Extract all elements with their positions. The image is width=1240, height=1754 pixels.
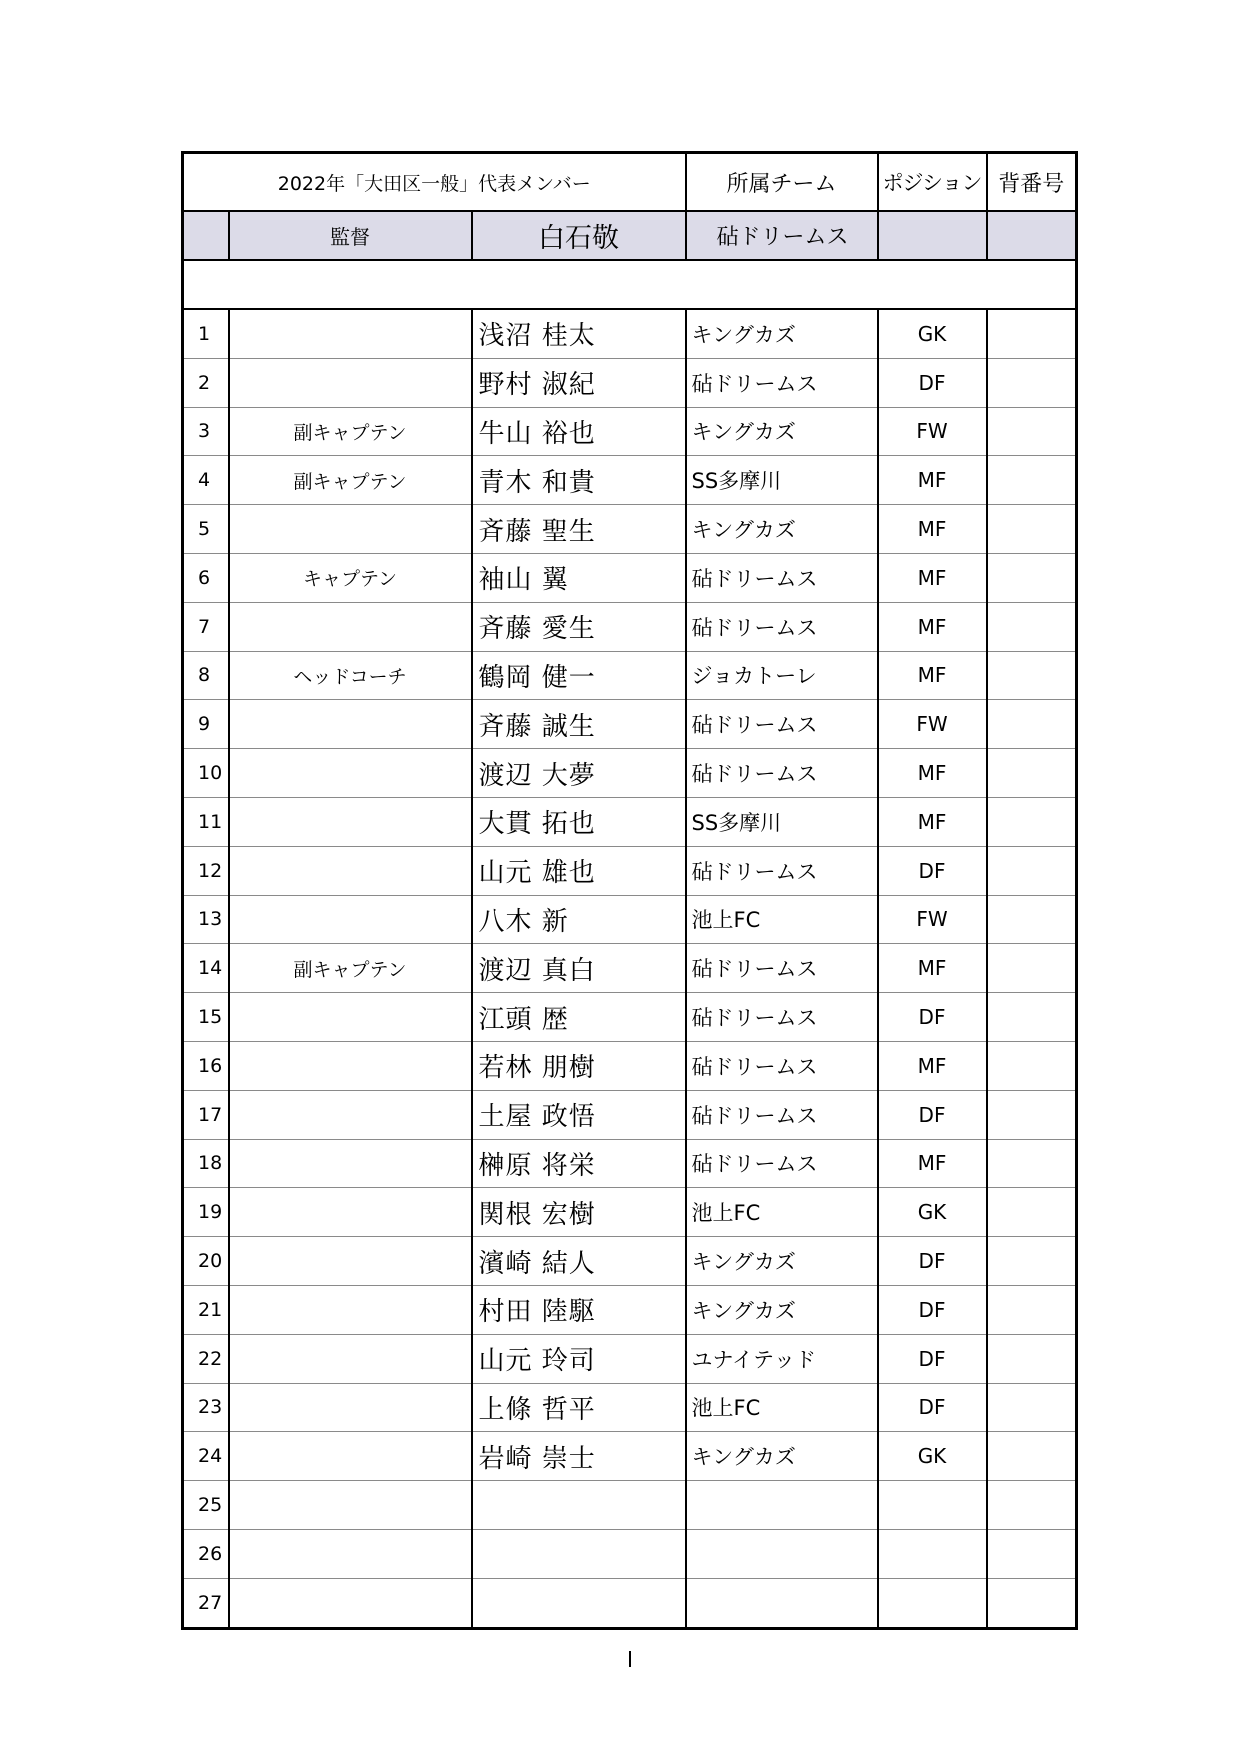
player-position: MF: [878, 553, 987, 602]
table-row: [183, 1432, 1077, 1481]
table-row: [183, 1529, 1077, 1578]
player-position: DF: [878, 1334, 987, 1383]
player-team: [686, 1529, 878, 1578]
player-position: MF: [878, 602, 987, 651]
table-row: [183, 1285, 1077, 1334]
table-row: [183, 1334, 1077, 1383]
player-position: MF: [878, 749, 987, 798]
player-row-number: 20: [183, 1237, 229, 1286]
player-role: [229, 1139, 472, 1188]
player-position: DF: [878, 993, 987, 1042]
player-shirt-number: [987, 797, 1077, 846]
player-position: FW: [878, 407, 987, 456]
table-row: [183, 1481, 1077, 1530]
table-row: [183, 456, 1077, 505]
player-position: MF: [878, 456, 987, 505]
player-name: 村田 陸駆: [472, 1285, 686, 1334]
player-position: FW: [878, 895, 987, 944]
player-team: キングカズ: [686, 407, 878, 456]
player-team: キングカズ: [686, 1285, 878, 1334]
player-role: [229, 1481, 472, 1530]
player-team: 砧ドリームス: [686, 1090, 878, 1139]
player-team: 砧ドリームス: [686, 749, 878, 798]
player-row-number: 10: [183, 749, 229, 798]
player-row-number: 15: [183, 993, 229, 1042]
coach-position: [878, 211, 987, 260]
player-team: SS多摩川: [686, 456, 878, 505]
table-row: [183, 553, 1077, 602]
table-row: [183, 749, 1077, 798]
player-shirt-number: [987, 1041, 1077, 1090]
player-role: [229, 1529, 472, 1578]
player-name: 若林 朋樹: [472, 1041, 686, 1090]
player-name: 岩崎 崇士: [472, 1432, 686, 1481]
table-row: [183, 846, 1077, 895]
player-role: [229, 1432, 472, 1481]
player-team: 池上FC: [686, 1188, 878, 1237]
player-position: MF: [878, 797, 987, 846]
player-name: 渡辺 真白: [472, 944, 686, 993]
player-role: 副キャプテン: [229, 456, 472, 505]
player-row-number: 8: [183, 651, 229, 700]
player-position: MF: [878, 944, 987, 993]
player-role: [229, 1041, 472, 1090]
player-row-number: 27: [183, 1578, 229, 1628]
player-name: 牛山 裕也: [472, 407, 686, 456]
player-team: 砧ドリームス: [686, 553, 878, 602]
table-row: [183, 1041, 1077, 1090]
player-shirt-number: [987, 456, 1077, 505]
player-position: MF: [878, 1139, 987, 1188]
player-row-number: 25: [183, 1481, 229, 1530]
player-name: 青木 和貴: [472, 456, 686, 505]
player-shirt-number: [987, 1578, 1077, 1628]
player-position: DF: [878, 846, 987, 895]
player-name: [472, 1578, 686, 1628]
player-role: [229, 1090, 472, 1139]
player-row-number: 19: [183, 1188, 229, 1237]
player-role: [229, 1285, 472, 1334]
player-row-number: 14: [183, 944, 229, 993]
player-name: 榊原 将栄: [472, 1139, 686, 1188]
player-shirt-number: [987, 651, 1077, 700]
player-position: GK: [878, 1432, 987, 1481]
player-team: SS多摩川: [686, 797, 878, 846]
player-team: 池上FC: [686, 895, 878, 944]
player-team: 砧ドリームス: [686, 700, 878, 749]
sheet-title: 2022年「大田区一般」代表メンバー: [183, 153, 686, 212]
player-team: 砧ドリームス: [686, 846, 878, 895]
player-role: [229, 1578, 472, 1628]
player-team: 砧ドリームス: [686, 944, 878, 993]
player-role: [229, 602, 472, 651]
page-marker: [629, 1651, 631, 1667]
player-position: GK: [878, 1188, 987, 1237]
player-row-number: 17: [183, 1090, 229, 1139]
player-shirt-number: [987, 309, 1077, 358]
player-position: DF: [878, 358, 987, 407]
player-shirt-number: [987, 895, 1077, 944]
player-name: 山元 雄也: [472, 846, 686, 895]
player-row-number: 21: [183, 1285, 229, 1334]
coach-role: 監督: [229, 211, 472, 260]
player-shirt-number: [987, 1237, 1077, 1286]
player-name: [472, 1529, 686, 1578]
player-shirt-number: [987, 846, 1077, 895]
player-row-number: 16: [183, 1041, 229, 1090]
position-column-header: ポジション: [878, 153, 987, 212]
player-shirt-number: [987, 407, 1077, 456]
player-shirt-number: [987, 944, 1077, 993]
player-row-number: 4: [183, 456, 229, 505]
player-shirt-number: [987, 1139, 1077, 1188]
player-row-number: 22: [183, 1334, 229, 1383]
player-shirt-number: [987, 749, 1077, 798]
player-shirt-number: [987, 1432, 1077, 1481]
number-column-header: 背番号: [987, 153, 1077, 212]
table-row: [183, 602, 1077, 651]
player-role: [229, 993, 472, 1042]
player-position: [878, 1578, 987, 1628]
player-role: [229, 749, 472, 798]
table-row: [183, 944, 1077, 993]
player-role: [229, 700, 472, 749]
player-shirt-number: [987, 1529, 1077, 1578]
player-team: [686, 1578, 878, 1628]
player-name: 上條 哲平: [472, 1383, 686, 1432]
header-row: [183, 153, 1077, 212]
roster-table: [181, 151, 1078, 1630]
player-team: 砧ドリームス: [686, 602, 878, 651]
coach-number-cell: [183, 211, 229, 260]
player-name: 野村 淑紀: [472, 358, 686, 407]
table-row: [183, 797, 1077, 846]
player-team: キングカズ: [686, 1432, 878, 1481]
table-row: [183, 505, 1077, 554]
player-shirt-number: [987, 1334, 1077, 1383]
player-row-number: 3: [183, 407, 229, 456]
player-shirt-number: [987, 1188, 1077, 1237]
player-shirt-number: [987, 700, 1077, 749]
player-role: [229, 1237, 472, 1286]
player-role: [229, 895, 472, 944]
player-role: [229, 1188, 472, 1237]
table-row: [183, 895, 1077, 944]
player-team: 池上FC: [686, 1383, 878, 1432]
table-row: [183, 993, 1077, 1042]
player-name: 江頭 歴: [472, 993, 686, 1042]
table-row: [183, 651, 1077, 700]
player-shirt-number: [987, 358, 1077, 407]
coach-row: [183, 211, 1077, 260]
player-name: 袖山 翼: [472, 553, 686, 602]
player-shirt-number: [987, 553, 1077, 602]
player-position: DF: [878, 1237, 987, 1286]
player-name: 土屋 政悟: [472, 1090, 686, 1139]
player-position: MF: [878, 1041, 987, 1090]
table-row: [183, 1578, 1077, 1628]
player-role: [229, 846, 472, 895]
player-shirt-number: [987, 602, 1077, 651]
player-team: 砧ドリームス: [686, 358, 878, 407]
coach-shirt-number: [987, 211, 1077, 260]
player-role: 副キャプテン: [229, 407, 472, 456]
player-role: [229, 797, 472, 846]
player-name: 八木 新: [472, 895, 686, 944]
player-team: キングカズ: [686, 309, 878, 358]
player-name: 濱崎 結人: [472, 1237, 686, 1286]
player-team: ユナイテッド: [686, 1334, 878, 1383]
player-name: 関根 宏樹: [472, 1188, 686, 1237]
table-row: [183, 309, 1077, 358]
player-team: キングカズ: [686, 505, 878, 554]
player-position: [878, 1529, 987, 1578]
player-team: 砧ドリームス: [686, 1041, 878, 1090]
player-name: 大貫 拓也: [472, 797, 686, 846]
player-team: 砧ドリームス: [686, 993, 878, 1042]
player-team: 砧ドリームス: [686, 1139, 878, 1188]
player-role: 副キャプテン: [229, 944, 472, 993]
player-position: [878, 1481, 987, 1530]
player-row-number: 24: [183, 1432, 229, 1481]
player-row-number: 7: [183, 602, 229, 651]
player-position: DF: [878, 1090, 987, 1139]
table-row: [183, 358, 1077, 407]
player-row-number: 9: [183, 700, 229, 749]
player-role: [229, 1383, 472, 1432]
table-row: [183, 1090, 1077, 1139]
player-name: [472, 1481, 686, 1530]
player-row-number: 11: [183, 797, 229, 846]
player-shirt-number: [987, 1285, 1077, 1334]
table-row: [183, 1383, 1077, 1432]
table-row: [183, 700, 1077, 749]
player-team: キングカズ: [686, 1237, 878, 1286]
table-row: [183, 407, 1077, 456]
player-name: 浅沼 桂太: [472, 309, 686, 358]
player-role: ヘッドコーチ: [229, 651, 472, 700]
player-shirt-number: [987, 1090, 1077, 1139]
table-row: [183, 1139, 1077, 1188]
player-position: DF: [878, 1383, 987, 1432]
player-row-number: 2: [183, 358, 229, 407]
player-name: 山元 玲司: [472, 1334, 686, 1383]
player-team: ジョカトーレ: [686, 651, 878, 700]
table-row: [183, 1237, 1077, 1286]
player-row-number: 23: [183, 1383, 229, 1432]
player-position: DF: [878, 1285, 987, 1334]
player-team: [686, 1481, 878, 1530]
player-row-number: 5: [183, 505, 229, 554]
coach-team: 砧ドリームス: [686, 211, 878, 260]
player-position: GK: [878, 309, 987, 358]
player-role: [229, 358, 472, 407]
player-role: [229, 1334, 472, 1383]
player-shirt-number: [987, 993, 1077, 1042]
player-name: 斉藤 愛生: [472, 602, 686, 651]
spacer-row: [183, 260, 1077, 309]
player-row-number: 13: [183, 895, 229, 944]
player-row-number: 6: [183, 553, 229, 602]
player-name: 斉藤 誠生: [472, 700, 686, 749]
player-position: MF: [878, 651, 987, 700]
player-role: [229, 309, 472, 358]
player-position: FW: [878, 700, 987, 749]
player-row-number: 12: [183, 846, 229, 895]
player-row-number: 26: [183, 1529, 229, 1578]
player-role: キャプテン: [229, 553, 472, 602]
spacer-cell: [183, 260, 1077, 309]
player-shirt-number: [987, 1383, 1077, 1432]
player-row-number: 1: [183, 309, 229, 358]
table-row: [183, 1188, 1077, 1237]
player-shirt-number: [987, 505, 1077, 554]
player-role: [229, 505, 472, 554]
player-position: MF: [878, 505, 987, 554]
coach-name: 白石敬: [472, 211, 686, 260]
player-shirt-number: [987, 1481, 1077, 1530]
team-column-header: 所属チーム: [686, 153, 878, 212]
player-name: 渡辺 大夢: [472, 749, 686, 798]
player-name: 斉藤 聖生: [472, 505, 686, 554]
player-name: 鶴岡 健一: [472, 651, 686, 700]
player-row-number: 18: [183, 1139, 229, 1188]
